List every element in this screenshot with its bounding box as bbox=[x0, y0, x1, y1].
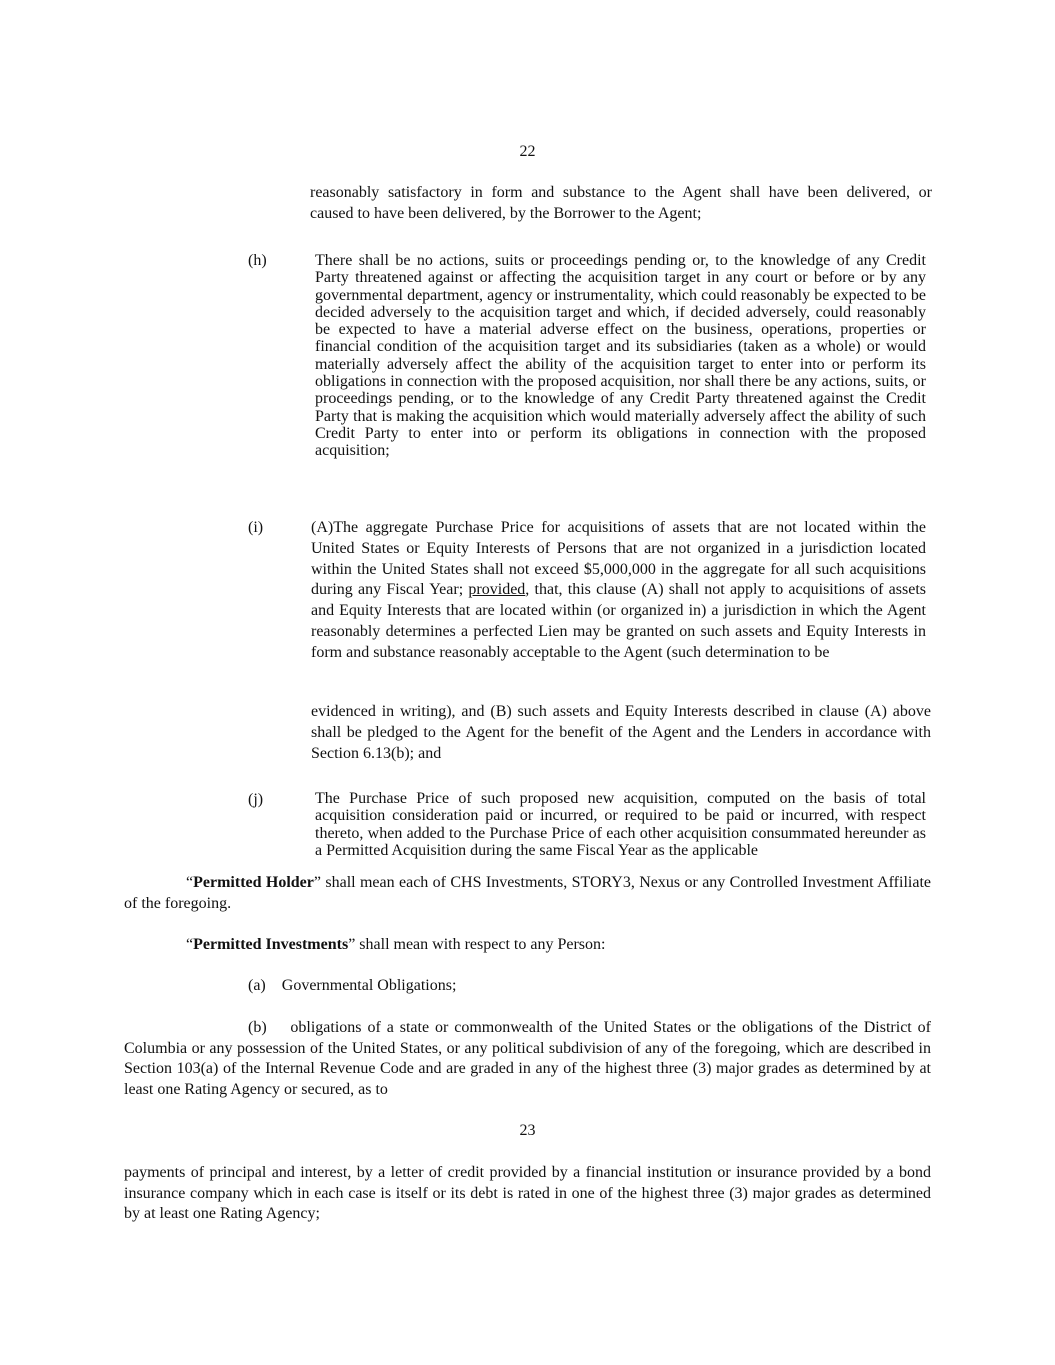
continuation-line-2: caused to have been delivered, by the Borrower to the Agent; bbox=[310, 205, 702, 222]
item-i-provided: provided bbox=[468, 581, 526, 599]
permitted-holder-term: Permitted Holder bbox=[193, 874, 314, 891]
permitted-investments-open-quote: “ bbox=[186, 936, 194, 953]
investments-item-a bbox=[248, 976, 456, 997]
item-i-text-after: , that, this clause (A) shall not apply to acquisitions of assets and Equity Interests that are located within (or organized in) a jurisdiction in which the Agent reasonably determines a perfected Lien may be granted on such assets and Equity Interests in form and substance reasonably acceptable to the Agent (such determination to be bbox=[311, 581, 927, 661]
item-j-text: The Purchase Price of such proposed new acquisition, computed on the basis of total acquisition consideration paid or incurred, or required to be paid or incurred, with respect thereto, when added to the Purchase Price of each other acquisition consummated hereunder as a Permitted Acquisition during the same Fiscal Year as the applicable bbox=[315, 790, 926, 859]
item-h-label: (h) bbox=[248, 252, 267, 269]
item-j-label: (j) bbox=[248, 791, 264, 808]
investments-item-b-continuation: payments of principal and interest, by a letter of credit provided by a financial institution or insurance provided by a bond insurance company which in each case is itself or its debt is rated in one of the highest three (3) major grades as determined by at least one Rating Agency; bbox=[124, 1164, 931, 1222]
permitted-holder-definition bbox=[124, 873, 931, 914]
item-j-body-clip bbox=[315, 790, 926, 859]
item-i-text-before: (A)The aggregate Purchase Price for acquisitions of assets that are not located within the United States or Equity Interests of Persons that are not organized in a jurisdiction located within the United States shall not exceed $5,000,000 in the aggregate for all such acquisitions during any Fiscal Year; bbox=[311, 519, 926, 599]
investments-item-a-label: (a) bbox=[248, 977, 266, 994]
item-i-label: (i) bbox=[248, 519, 264, 536]
investments-item-b bbox=[124, 1018, 931, 1100]
permitted-holder-text: ” shall mean each of CHS Investments, STORY3, Nexus or any Controlled Investment Affiliate of the foregoing. bbox=[124, 874, 931, 912]
page-number-top: 22 bbox=[519, 143, 536, 160]
continuation-line-1: reasonably satisfactory in form and substance to the Agent shall have been delivered, or bbox=[310, 184, 932, 201]
page-number-middle: 23 bbox=[519, 1122, 536, 1139]
item-i-continuation: evidenced in writing), and (B) such assets and Equity Interests described in clause (A) above shall be pledged to the Agent for the benefit of the Agent and the Lenders in accordance with Section 6.13(b); and bbox=[311, 703, 931, 762]
investments-item-a-text: Governmental Obligations; bbox=[281, 977, 457, 994]
permitted-investments-text: ” shall mean with respect to any Person: bbox=[348, 936, 606, 953]
permitted-investments-term: Permitted Investments bbox=[193, 936, 349, 953]
investments-item-b-text: obligations of a state or commonwealth of the United States or the obligations of the District of Columbia or any possession of the United States, or any political subdivision of any of the foregoing, which are described in Section 103(a) of the Internal Revenue Code and are graded in any of the highest three (3) major grades as determined by at least one Rating Agency or secured, as to bbox=[124, 1019, 932, 1098]
permitted-holder-open-quote: “ bbox=[186, 874, 194, 891]
permitted-investments-definition bbox=[186, 935, 931, 956]
investments-item-b-label: (b) bbox=[248, 1019, 267, 1036]
item-i-text bbox=[311, 518, 926, 664]
item-i-body-clip bbox=[311, 518, 926, 671]
item-h-text: There shall be no actions, suits or proceedings pending or, to the knowledge of any Credit Party threatened against or affecting the acquisition target in any court or before or by any governmental department, agency or instrumentality, which could reasonably be expected to be decided adversely to the acquisition target and which, if decided adversely, could reasonably be expected to have a material adverse effect on the business, operations, properties or financial condition of the acquisition target and its subsidiaries (taken as a whole) or would materially adversely affect the ability of the acquisition target to enter into or perform its obligations in connection with the proposed acquisition, nor shall there be any actions, suits, or proceedings pending, or to the knowledge of any Credit Party threatened against the Credit Party that is making the acquisition which would materially adversely affect the ability of such Credit Party to enter into or perform its obligations in connection with the proposed acquisition; bbox=[315, 252, 926, 460]
